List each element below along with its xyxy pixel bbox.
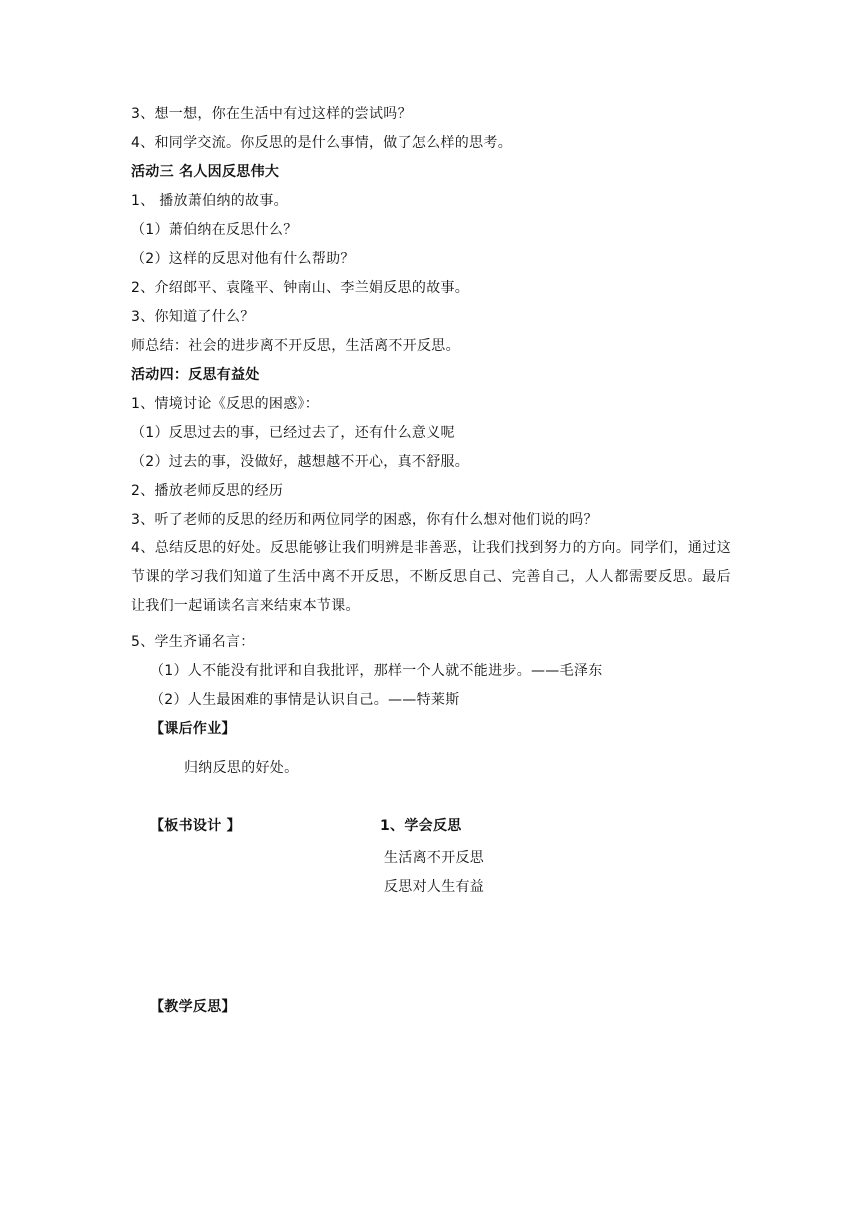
- teaching-reflection-heading: 【教学反思】: [150, 999, 236, 1015]
- homework-text: 归纳反思的好处。: [184, 760, 299, 776]
- activity-3-question-2: （2）这样的反思对他有什么帮助？: [131, 251, 355, 267]
- activity-4-step-5: 5、学生齐诵名言：: [131, 634, 255, 650]
- activity-4-step-2: 2、播放老师反思的经历: [131, 483, 284, 499]
- quote-1: （1）人不能没有批评和自我批评，那样一个人就不能进步。——毛泽东: [150, 663, 603, 679]
- board-design-title: 1、学会反思: [380, 818, 462, 834]
- activity-4-step-3: 3、听了老师的反思的经历和两位同学的困惑，你有什么想对他们说的吗？: [131, 512, 598, 528]
- activity-4-heading: 活动四：反思有益处: [131, 367, 260, 383]
- activity-4-step-4-paragraph: 4、总结反思的好处。反思能够让我们明辨是非善恶，让我们找到努力的方向。同学们，通过这节课的学习我们知道了生活中离不开反思，不断反思自己、完善自己，人人都需要反思。最后让我们一起诵读名言来结束本节课。: [131, 540, 731, 614]
- board-design-item-1: 生活离不开反思: [384, 850, 485, 866]
- homework-heading: 【课后作业】: [150, 721, 236, 737]
- teacher-summary: 师总结：社会的进步离不开反思，生活离不开反思。: [131, 338, 460, 354]
- board-design-heading: 【板书设计 】: [150, 818, 241, 834]
- activity-3-heading: 活动三 名人因反思伟大: [131, 164, 280, 180]
- activity-4-step-1: 1、情境讨论《反思的困惑》：: [131, 396, 320, 412]
- activity-3-step-2: 2、介绍郎平、袁隆平、钟南山、李兰娟反思的故事。: [131, 280, 470, 296]
- step-3-text: 3、想一想，你在生活中有过这样的尝试吗？: [131, 106, 412, 122]
- activity-4-case-1: （1）反思过去的事，已经过去了，还有什么意义呢: [131, 425, 455, 441]
- board-design-item-2: 反思对人生有益: [384, 879, 485, 895]
- activity-4-case-2: （2）过去的事，没做好，越想越不开心，真不舒服。: [131, 454, 470, 470]
- activity-3-question-1: （1）萧伯纳在反思什么？: [131, 222, 298, 238]
- activity-3-step-1: 1、 播放萧伯纳的故事。: [131, 193, 288, 209]
- step-4-text: 4、和同学交流。你反思的是什么事情，做了怎么样的思考。: [131, 135, 513, 151]
- quote-2: （2）人生最困难的事情是认识自己。——特莱斯: [150, 692, 460, 708]
- activity-3-step-3: 3、你知道了什么？: [131, 309, 255, 325]
